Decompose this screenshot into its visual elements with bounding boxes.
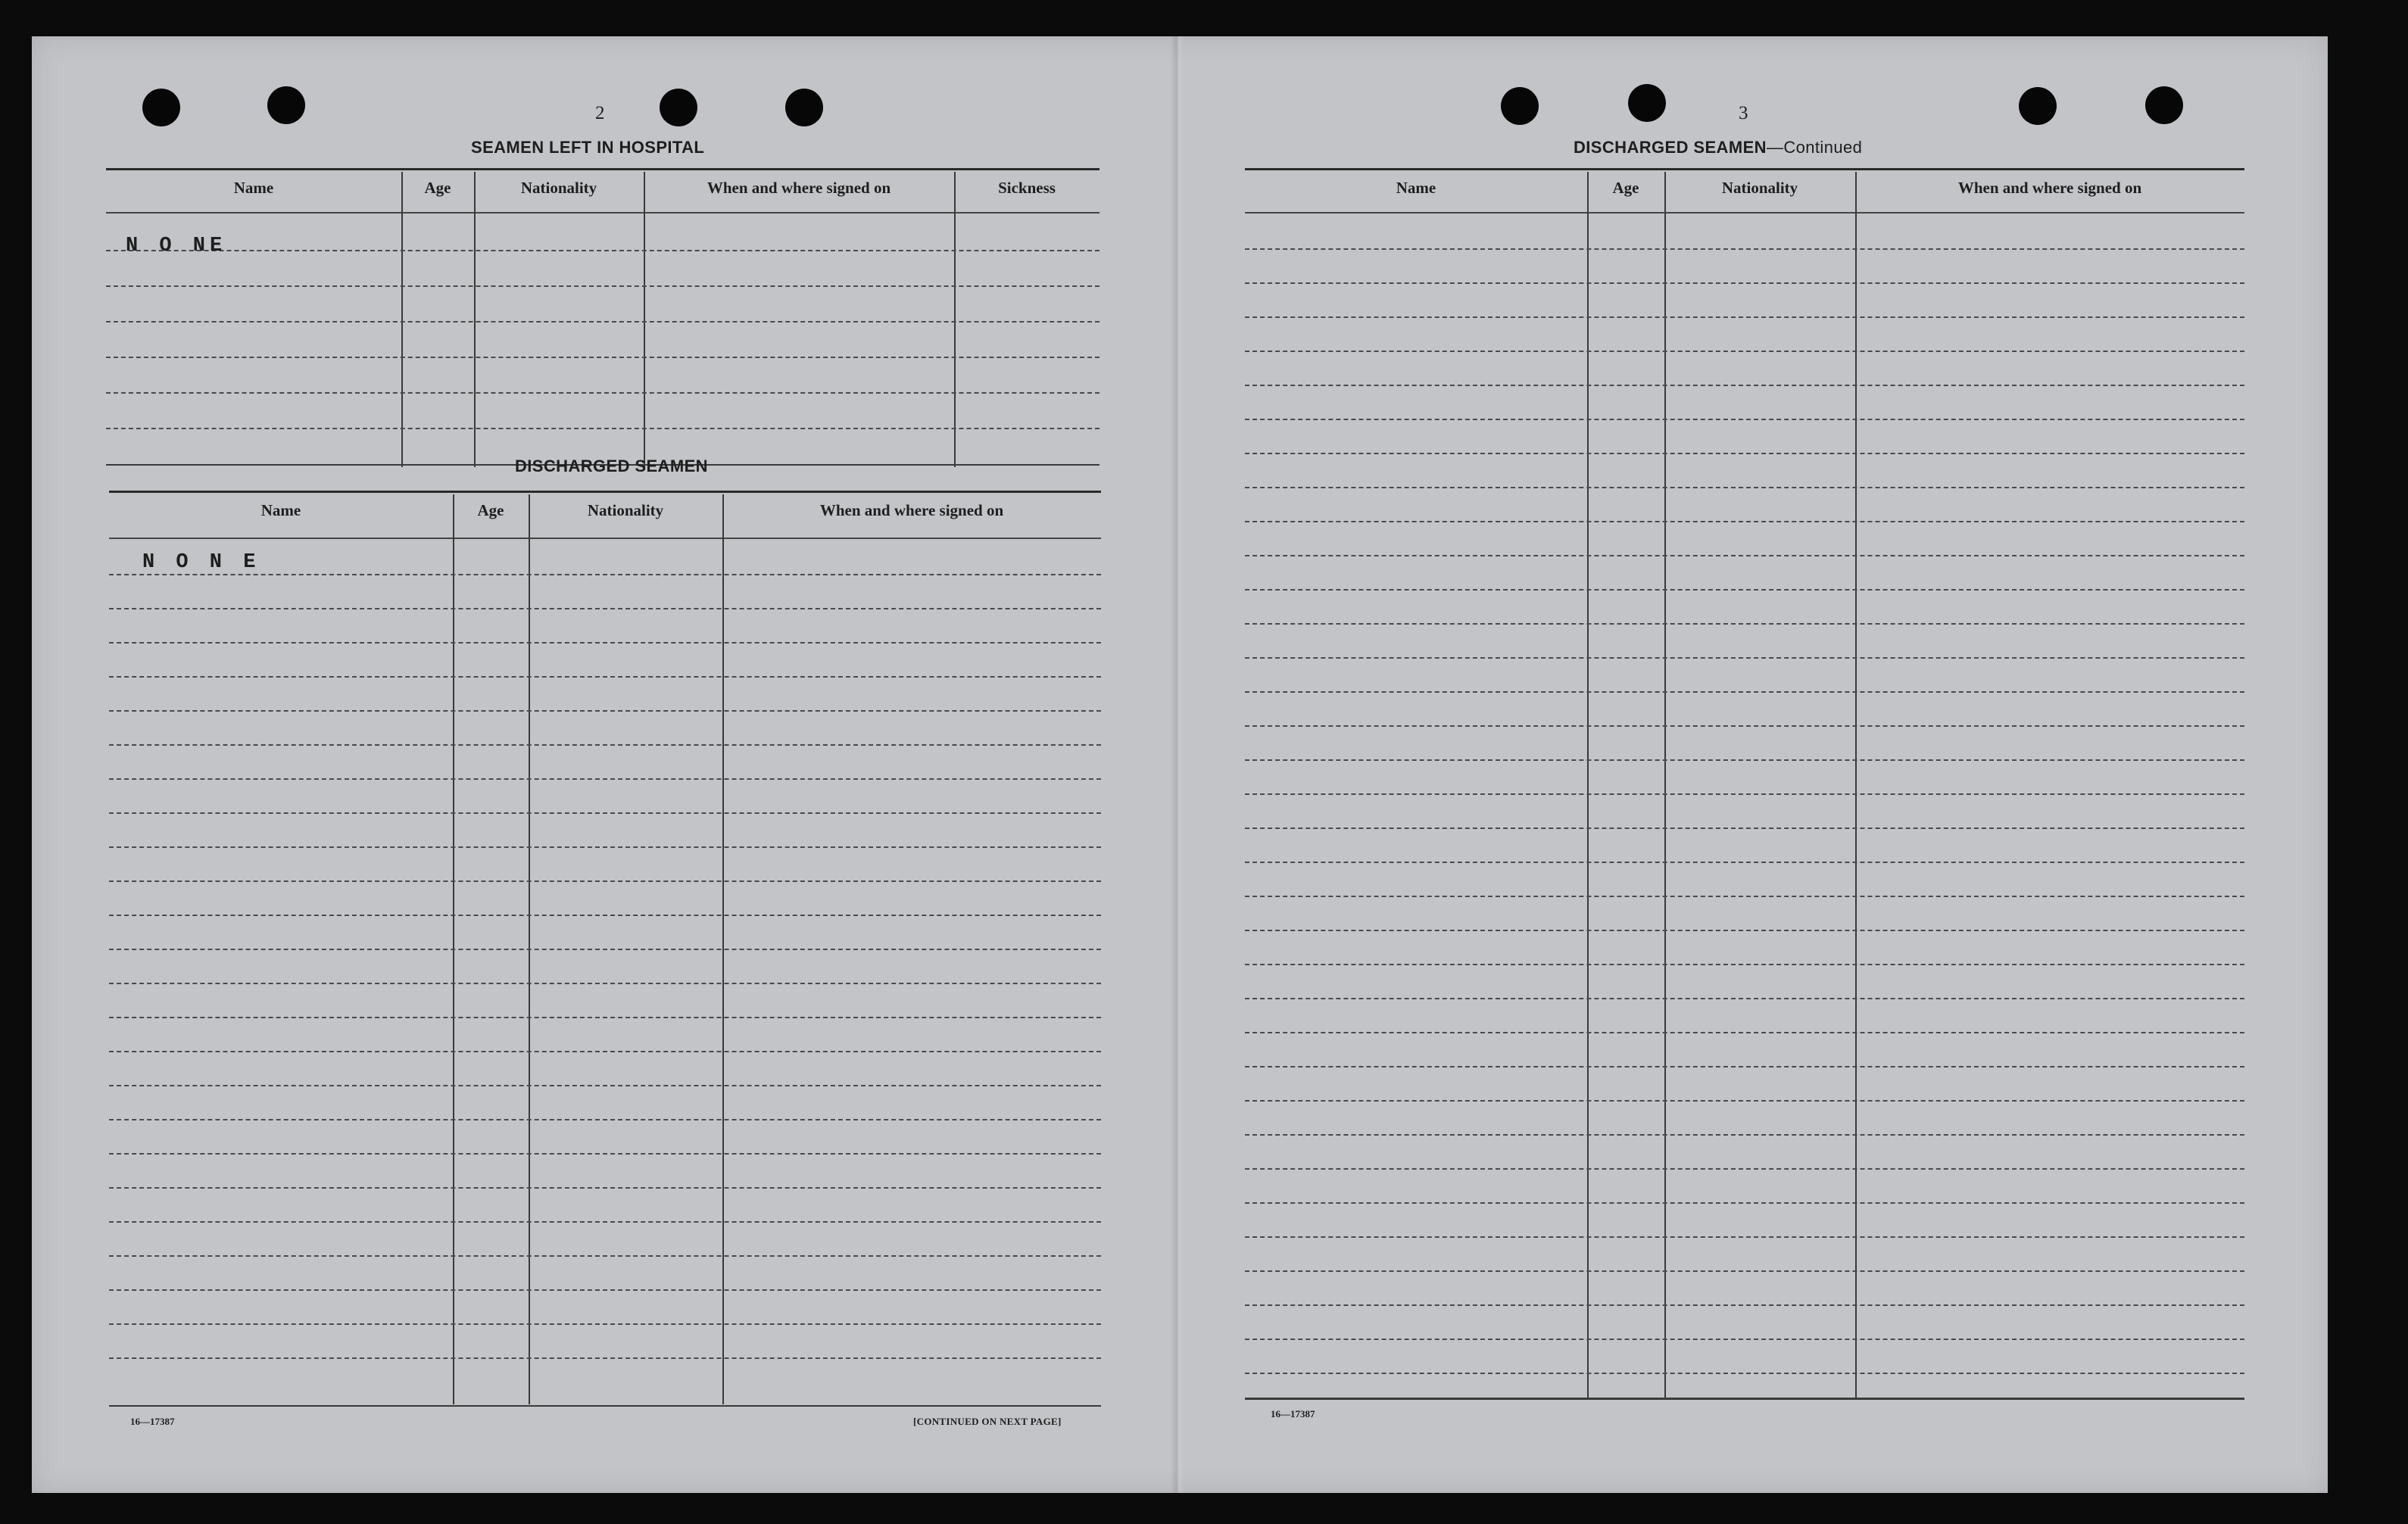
table-row	[1245, 555, 2244, 556]
table-row	[109, 1357, 1101, 1359]
table-row	[109, 574, 1101, 575]
table-row	[1245, 1134, 2244, 1136]
table-row	[109, 710, 1101, 712]
table-row	[1245, 1236, 2244, 1238]
table-row	[109, 1255, 1101, 1257]
column-rule	[954, 172, 956, 467]
punch-hole	[1501, 87, 1539, 125]
hospital-entry: N O NE	[126, 235, 227, 257]
table-row	[1245, 725, 2244, 727]
table-row	[106, 357, 1100, 358]
table-row	[1245, 691, 2244, 693]
table-row	[1245, 1373, 2244, 1374]
table-bottom-rule	[109, 1405, 1101, 1407]
table-row	[109, 949, 1101, 950]
table-row	[1245, 1304, 2244, 1306]
table-row	[1245, 827, 2244, 829]
table-row	[109, 1153, 1101, 1155]
table-row	[109, 1085, 1101, 1086]
table-row	[106, 428, 1100, 429]
section-title-discharged: DISCHARGED SEAMEN	[515, 457, 708, 475]
table-row	[1245, 862, 2244, 863]
table-row	[1245, 930, 2244, 931]
table-row	[106, 250, 1100, 251]
table-row	[109, 983, 1101, 984]
punch-hole	[2019, 87, 2057, 125]
punch-hole	[660, 89, 697, 126]
page-number: 3	[1739, 103, 1748, 123]
table-row	[1245, 487, 2244, 488]
table-row	[106, 321, 1100, 323]
column-rule	[644, 172, 645, 467]
punch-hole	[267, 86, 305, 124]
discharged-continued-table	[1245, 168, 2244, 1402]
table-row	[109, 608, 1101, 609]
column-rule	[1855, 172, 1857, 1398]
table-row	[109, 1221, 1101, 1223]
table-row	[1245, 623, 2244, 625]
column-header: Sickness	[998, 179, 1056, 197]
column-header: When and where signed on	[706, 179, 891, 197]
table-row	[109, 880, 1101, 882]
table-row	[1245, 316, 2244, 318]
column-header: Age	[477, 501, 504, 519]
table-row	[1245, 657, 2244, 659]
table-row	[1245, 964, 2244, 965]
table-row	[106, 392, 1100, 394]
header-rule	[1245, 212, 2244, 213]
column-header: Name	[233, 179, 274, 197]
table-row	[1245, 521, 2244, 522]
title-suffix: —Continued	[1766, 138, 1863, 157]
table-row	[1245, 793, 2244, 795]
table-top-rule	[106, 168, 1100, 170]
table-row	[1245, 1100, 2244, 1102]
table-row	[1245, 248, 2244, 250]
column-rule	[474, 172, 476, 467]
table-row	[1245, 759, 2244, 761]
column-rule	[401, 172, 403, 467]
table-row	[1245, 282, 2244, 284]
table-row	[1245, 998, 2244, 999]
table-row	[109, 778, 1101, 780]
form-number: 16—17387	[130, 1416, 175, 1427]
header-rule	[109, 538, 1101, 539]
section-title-discharged-continued	[1574, 138, 1862, 157]
punch-hole	[2145, 86, 2183, 124]
form-number: 16—17387	[1271, 1408, 1315, 1420]
table-bottom-rule	[1245, 1398, 2244, 1400]
table-row	[109, 1017, 1101, 1018]
column-header: Age	[1612, 179, 1639, 197]
table-row	[109, 1119, 1101, 1120]
table-row	[1245, 419, 2244, 420]
table-row	[1245, 1270, 2244, 1272]
table-row	[109, 846, 1101, 848]
table-row	[109, 915, 1101, 916]
discharged-table	[109, 491, 1101, 1408]
table-row	[109, 642, 1101, 644]
table-top-rule	[109, 491, 1101, 493]
table-row	[109, 812, 1101, 814]
table-row	[109, 1051, 1101, 1052]
continued-note: [CONTINUED ON NEXT PAGE]	[913, 1416, 1062, 1427]
title-main: DISCHARGED SEAMEN	[1574, 138, 1767, 157]
column-rule	[1664, 172, 1666, 1398]
header-rule	[106, 212, 1100, 213]
punch-hole	[785, 89, 823, 126]
table-row	[1245, 385, 2244, 386]
column-header: Age	[424, 179, 451, 197]
column-header: Nationality	[520, 179, 597, 197]
table-row	[1245, 1202, 2244, 1204]
column-header: Nationality	[587, 501, 664, 519]
center-fold	[1171, 36, 1184, 1493]
column-rule	[1587, 172, 1589, 1398]
table-top-rule	[1245, 168, 2244, 170]
document-sheet	[32, 36, 2328, 1493]
table-row	[109, 676, 1101, 678]
page-number: 2	[595, 103, 605, 123]
punch-hole	[1628, 84, 1666, 122]
table-row	[109, 1323, 1101, 1325]
table-row	[1245, 351, 2244, 352]
table-row	[1245, 896, 2244, 897]
hospital-table	[106, 168, 1100, 467]
column-header: Name	[1396, 179, 1436, 197]
section-title-hospital: SEAMEN LEFT IN HOSPITAL	[471, 138, 705, 157]
table-row	[106, 285, 1100, 287]
table-row	[1245, 1168, 2244, 1170]
column-header: When and where signed on	[1957, 179, 2142, 197]
column-header: Name	[260, 501, 301, 519]
punch-hole	[142, 89, 180, 126]
discharged-entry: N O N E	[142, 551, 260, 574]
table-row	[109, 744, 1101, 746]
table-row	[1245, 1339, 2244, 1340]
table-row	[109, 1289, 1101, 1291]
column-header: Nationality	[1721, 179, 1798, 197]
column-header: When and where signed on	[819, 501, 1004, 519]
table-row	[1245, 453, 2244, 454]
table-row	[1245, 1066, 2244, 1067]
table-row	[109, 1187, 1101, 1189]
table-row	[1245, 1032, 2244, 1033]
table-row	[1245, 589, 2244, 591]
